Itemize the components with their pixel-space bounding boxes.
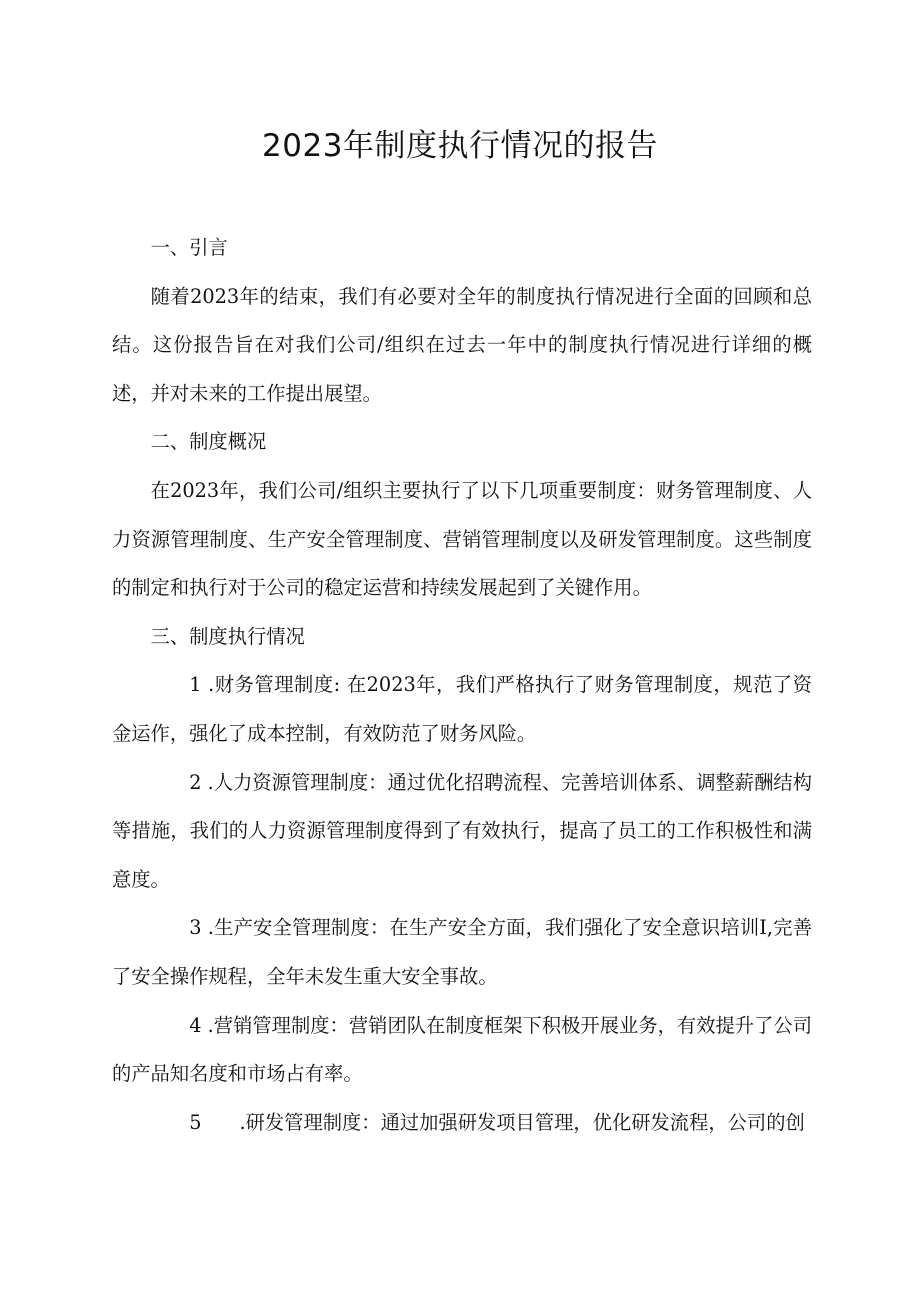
section-heading-execution: 三、制度执行情况 [150, 624, 305, 648]
list-item-text: .生产安全管理制度：在生产安全方面，我们强化了安全意识培训I,完善了安全操作规程，全年未发生重大安全事故。 [112, 916, 812, 988]
list-item-number: 5 [189, 1110, 202, 1134]
section-heading-introduction: 一、引言 [150, 236, 228, 259]
list-item-text: .财务管理制度: 在2023年，我们严格执行了财务管理制度，规范了资金运作，强化了成本控制，有效防范了财务风险。 [112, 673, 812, 745]
list-item-number: 3 [189, 916, 202, 940]
list-item-number: 1 [189, 673, 202, 697]
list-item-number: 4 [189, 1013, 202, 1037]
list-item-marketing [112, 1002, 812, 1099]
paragraph-overview: 在2023年，我们公司/组织主要执行了以下几项重要制度：财务管理制度、人力资源管理制度、生产安全管理制度、营销管理制度以及研发管理制度。这些制度的制定和执行对于公司的稳定运营和持续发展起到了关键作用。 [112, 478, 812, 600]
list-item-text: .研发管理制度：通过加强研发项目管理，优化研发流程，公司的创 [239, 1110, 805, 1134]
document-body [112, 224, 812, 1147]
list-item-safety [112, 904, 812, 1001]
list-item-hr [112, 759, 812, 905]
document-title: 2023年制度执行情况的报告 [262, 128, 658, 164]
list-item-text: .营销管理制度：营销团队在制度框架下积极开展业务，有效提升了公司的产品知名度和市场占有率。 [112, 1013, 812, 1086]
list-item-finance [112, 661, 812, 758]
paragraph-introduction: 随着2023年的结束，我们有必要对全年的制度执行情况进行全面的回顾和总结。这份报告旨在对我们公司/组织在过去一年中的制度执行情况进行详细的概述，并对未来的工作提出展望。 [112, 284, 812, 405]
list-item-text: .人力资源管理制度：通过优化招聘流程、完善培训体系、调整薪酬结构等措施，我们的人力资源管理制度得到了有效执行，提高了员工的工作积极性和满意度。 [112, 770, 812, 891]
list-item-rnd [112, 1099, 812, 1148]
list-item-number: 2 [189, 770, 202, 794]
section-heading-overview: 二、制度概况 [150, 430, 267, 454]
